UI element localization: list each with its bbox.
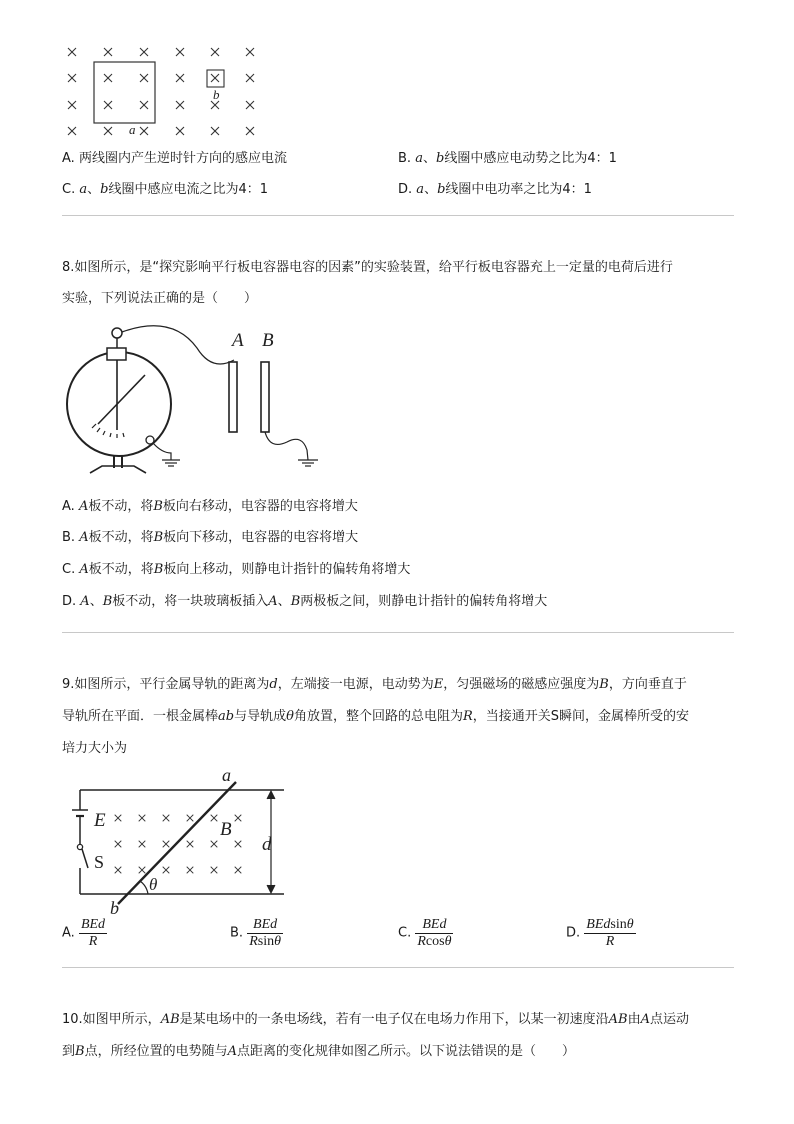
- q9-option-b[interactable]: B. $\frac{\text{BEd}}{Rsin\theta}$: [230, 917, 281, 949]
- label-rod-b: b: [110, 898, 119, 918]
- q10-stem-line1: 10.如图甲所示，AB是某电场中的一条电场线，若有一电子仅在电场力作用下，以某一初速度沿AB由A点运动: [62, 1012, 690, 1027]
- q7-option-a[interactable]: A. 两线圈内产生逆时针方向的感应电流: [62, 151, 287, 166]
- divider: [62, 967, 734, 968]
- divider: [62, 632, 734, 633]
- q10-stem-line2: 到B点，所经位置的电势随与A点距离的变化规律如图乙所示。以下说法错误的是（ ）: [62, 1044, 575, 1059]
- q8-option-b[interactable]: B. A板不动，将B板向下移动，电容器的电容将增大: [62, 530, 359, 545]
- q8-option-c[interactable]: C. A板不动，将B板向上移动，则静电计指针的偏转角将增大: [62, 562, 411, 577]
- q7-option-c[interactable]: C. a、b线圈中感应电流之比为4：1: [62, 182, 269, 197]
- divider: [62, 215, 734, 216]
- label-theta: θ: [149, 875, 158, 894]
- plate-b: [261, 362, 269, 432]
- q8-option-d[interactable]: D. A、B板不动，将一块玻璃板插入A、B两极板之间，则静电计指针的偏转角将增大: [62, 594, 548, 609]
- q7-option-d[interactable]: D. a、b线圈中电功率之比为4：1: [398, 182, 592, 197]
- formula-d: $\frac{\text{BEdsinθ}}{R}$: [586, 917, 634, 949]
- q9-stem-line1: 9.如图所示，平行金属导轨的距离为d，左端接一电源，电动势为E，匀强磁场的磁感应强度为B，方向垂直于: [62, 677, 687, 692]
- label-d: d: [262, 834, 272, 855]
- coil-a-label: a: [129, 122, 136, 137]
- electroscope-case: [67, 352, 171, 456]
- q9-option-a[interactable]: A. $\frac{\text{BEd}}{R}$: [62, 917, 106, 949]
- formula-c: $\frac{\text{BEd}}{Rcos\theta}$: [417, 917, 452, 949]
- electroscope-insulator: [107, 348, 126, 360]
- metal-rod-ab: [118, 782, 236, 904]
- electroscope-knob: [112, 328, 122, 338]
- plate-a: [229, 362, 237, 432]
- label-rod-a: a: [222, 768, 231, 785]
- formula-b: $\frac{\text{BEd}}{Rsin\theta}$: [249, 917, 281, 949]
- label-e: E: [94, 810, 106, 831]
- label-s: S: [94, 852, 105, 872]
- plate-b-label: B: [262, 330, 274, 351]
- plate-a-label: A: [232, 330, 244, 351]
- q9-stem-line3: 培力大小为: [62, 741, 128, 756]
- q7-figure: [60, 42, 270, 142]
- switch-s: [82, 849, 88, 868]
- q8-figure: [62, 320, 342, 480]
- coil-b-label: b: [213, 87, 220, 102]
- q8-stem-line2: 实验，下列说法正确的是（ ）: [62, 291, 258, 306]
- label-field-b: B: [220, 819, 232, 840]
- coil-a: [94, 62, 155, 123]
- formula-a: $\frac{\text{BEd}}{R}$: [80, 917, 106, 949]
- electroscope-needle: [98, 375, 145, 424]
- q9-figure: [66, 768, 296, 918]
- q8-option-a[interactable]: A. A板不动，将B板向右移动，电容器的电容将增大: [62, 499, 358, 514]
- q8-stem-line1: 8.如图所示，是“探究影响平行板电容器电容的因素”的实验装置，给平行板电容器充上一定量的电荷后进行: [62, 260, 673, 275]
- q7-option-b[interactable]: B. a、b线圈中感应电动势之比为4：1: [398, 151, 617, 166]
- q9-option-d[interactable]: D. $\frac{\text{BEdsinθ}}{R}$: [566, 917, 634, 949]
- q9-option-c[interactable]: C. $\frac{\text{BEd}}{Rcos\theta}$: [398, 917, 452, 949]
- q9-stem-line2: 导轨所在平面．一根金属棒ab与导轨成θ角放置，整个回路的总电阻为R，当接通开关S瞬间，金属棒所受的安: [62, 709, 690, 724]
